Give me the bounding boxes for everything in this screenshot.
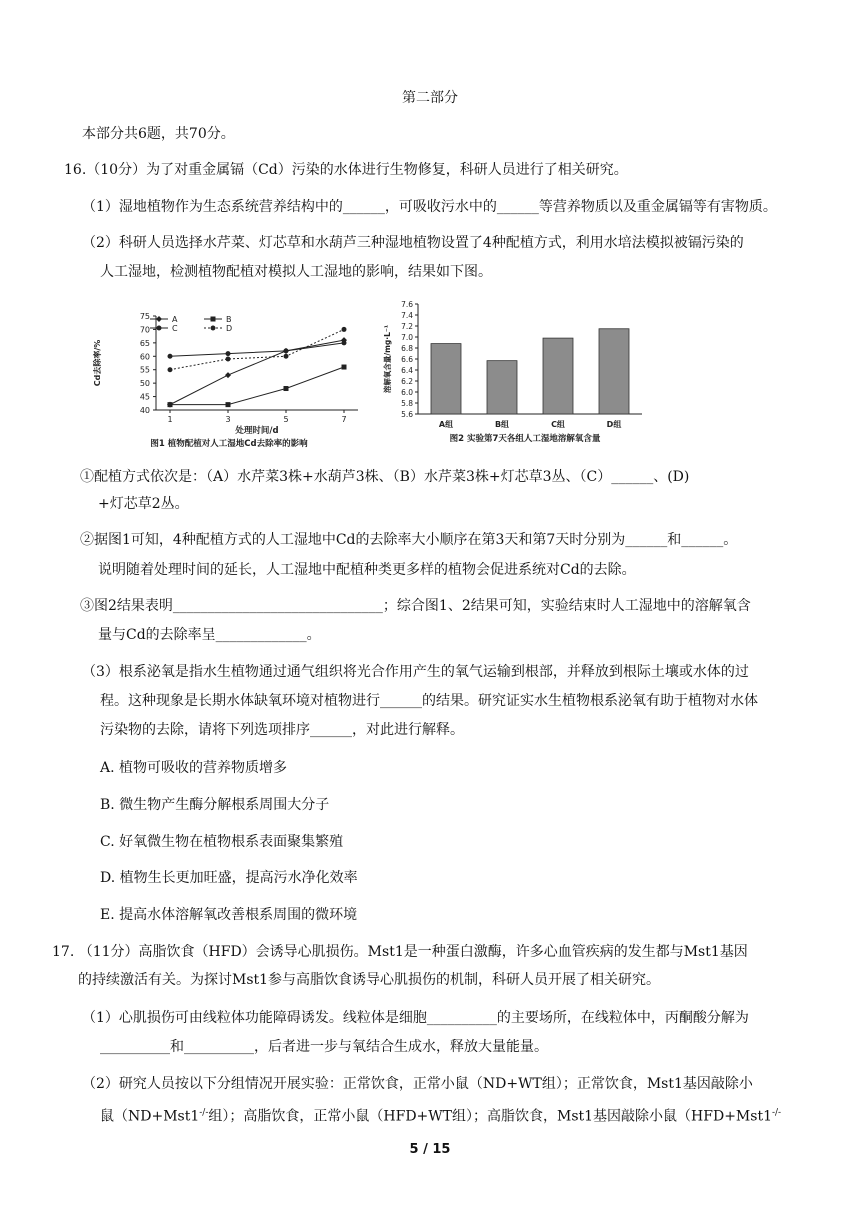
y-tick-label: 7.4: [401, 311, 413, 320]
x-axis-label: 处理时间/d: [235, 426, 279, 436]
data-point-d: [284, 354, 289, 359]
y-tick-label: 7.2: [401, 322, 413, 331]
y-tick-label: 6.4: [401, 366, 413, 375]
x-tick-label: 1: [167, 415, 173, 424]
x-tick-label: A组: [438, 420, 454, 429]
data-point-b: [226, 402, 231, 407]
figure2-bar-chart: [380, 298, 650, 450]
bar-4: [599, 329, 629, 414]
data-point-c: [226, 351, 231, 356]
legend-marker: [156, 316, 162, 322]
q17-text-segment: 鼠（ND+Mst1: [100, 1108, 200, 1125]
q16-sub2-line1: ②据图1可知，4种配植方式的人工湿地中Cd的去除率大小顺序在第3天和第7天时分别为______和______。: [80, 532, 738, 548]
y-tick-label: 5.8: [401, 399, 413, 408]
data-point-d: [226, 356, 231, 361]
q16-stem: 16.（10分）为了对重金属镉（Cd）污染的水体进行生物修复，科研人员进行了相关研究。: [64, 162, 628, 178]
y-tick-label: 65: [139, 338, 150, 348]
legend-marker: [211, 326, 216, 331]
q17-part1-line2: __________和__________，后者进一步与氧结合生成水，释放大量能量。: [100, 1039, 548, 1055]
q17-stem-line1: 17. （11分）高脂饮食（HFD）会诱导心肌损伤。Mst1是一种蛋白激酶，许多心血管疾病的发生都与Mst1基因: [52, 944, 748, 960]
q16-sub1-line1: ①配植方式依次是：（A）水芹菜3株+水葫芦3株、（B）水芹菜3株+灯芯草3丛、（C）______、(D): [80, 469, 690, 485]
y-tick-label: 6.6: [401, 355, 413, 364]
legend-marker: [211, 317, 216, 322]
y-tick-label: 45: [139, 392, 150, 402]
data-point-b: [168, 402, 173, 407]
data-point-a: [225, 372, 231, 378]
q17-part2-line2: [100, 1103, 781, 1127]
option-c: C. 好氧微生物在植物根系表面聚集繁殖: [100, 834, 344, 850]
option-e: E. 提高水体溶解氧改善根系周围的微环境: [100, 907, 358, 923]
series-line-b: [170, 367, 344, 405]
q16-sub1-line2: +灯芯草2丛。: [98, 496, 189, 512]
chart-title: 图2 实验第7天各组人工湿地溶解氧含量: [449, 434, 601, 444]
q16-sub3-line2: 量与Cd的去除率呈_____________。: [98, 627, 321, 643]
x-tick-label: C组: [551, 420, 565, 429]
q16-sub3-line1: ③图2结果表明______________________________；综合图1、2结果可知，实验结束时人工湿地中的溶解氧含: [80, 598, 751, 614]
data-point-d: [168, 367, 173, 372]
q16-part3-line3: 污染物的去除，请将下列选项排序______，对此进行解释。: [100, 722, 464, 738]
x-tick-label: D组: [606, 420, 622, 429]
q16-sub2-line2: 说明随着处理时间的延长，人工湿地中配植种类更多样的植物会促进系统对Cd的去除。: [98, 562, 636, 578]
legend-label: D: [226, 324, 233, 333]
section-intro: 本部分共6题，共70分。: [82, 126, 235, 142]
data-point-c: [342, 340, 347, 345]
series-line-a: [170, 340, 344, 404]
x-tick-label: B组: [494, 420, 510, 429]
series-line-d: [170, 329, 344, 369]
x-tick-label: 3: [225, 415, 231, 424]
q17-part2-line1: （2）研究人员按以下分组情况开展实验：正常饮食，正常小鼠（ND+WT组）；正常饮食，Mst1基因敲除小: [82, 1076, 753, 1092]
q17-part1-line1: （1）心肌损伤可由线粒体功能障碍诱发。线粒体是细胞__________的主要场所，在线粒体中，丙酮酸分解为: [82, 1010, 749, 1026]
bar-1: [431, 344, 461, 414]
legend-label: B: [226, 315, 232, 324]
q17-stem-line2: 的持续激活有关。为探讨Mst1参与高脂饮食诱导心肌损伤的机制，科研人员开展了相关研究。: [78, 972, 661, 988]
x-tick-label: 5: [283, 415, 289, 424]
q16-part1: （1）湿地植物作为生态系统营养结构中的______，可吸收污水中的______等营养物质以及重金属镉等有害物质。: [82, 199, 777, 215]
y-tick-label: 7.6: [401, 300, 413, 309]
legend-label: A: [172, 315, 178, 324]
y-axis-label: Cd去除率/%: [93, 339, 102, 387]
y-tick-label: 7.0: [401, 333, 413, 342]
data-point-d: [342, 327, 347, 332]
data-point-b: [342, 365, 347, 370]
y-tick-label: 5.6: [401, 410, 413, 419]
y-tick-label: 6.0: [401, 388, 413, 397]
q17-text-segment: 组）；高脂饮食，正常小鼠（HFD+WT组）；高脂饮食，Mst1基因敲除小鼠（HFD+Mst1: [208, 1108, 772, 1125]
page-number: 5 / 15: [409, 1142, 451, 1157]
y-tick-label: 60: [139, 352, 150, 362]
y-tick-label: 75: [139, 312, 150, 321]
x-tick-label: 7: [341, 415, 347, 424]
chart-title: 图1 植物配植对人工湿地Cd去除率的影响: [150, 439, 308, 449]
legend-marker: [157, 326, 162, 331]
option-d: D. 植物生长更加旺盛，提高污水净化效率: [100, 870, 358, 886]
y-tick-label: 55: [139, 365, 150, 375]
option-a: A. 植物可吸收的营养物质增多: [100, 760, 288, 776]
superscript: -/-: [199, 1108, 209, 1118]
superscript: -/-: [771, 1108, 782, 1118]
y-axis-label: 溶解氧含量/mg·L⁻¹: [383, 324, 392, 394]
y-tick-label: 6.8: [401, 344, 413, 353]
bar-3: [543, 338, 573, 414]
section-title: 第二部分: [402, 90, 458, 106]
y-tick-label: 40: [139, 406, 150, 415]
bar-2: [487, 361, 517, 414]
y-tick-label: 70: [139, 325, 150, 335]
y-tick-label: 6.2: [401, 377, 413, 386]
legend-label: C: [172, 324, 178, 333]
q16-part3-line2: 程。这种现象是长期水体缺氧环境对植物进行______的结果。研究证实水生植物根系泌氧有助于植物对水体: [100, 693, 758, 709]
option-b: B. 微生物产生酶分解根系周围大分子: [100, 797, 330, 813]
q16-part3-line1: （3）根系泌氧是指水生植物通过通气组织将光合作用产生的氧气运输到根部，并释放到根际土壤或水体的过: [82, 664, 749, 680]
q16-part2-line1: （2）科研人员选择水芹菜、灯芯草和水葫芦三种湿地植物设置了4种配植方式，利用水培法模拟被镉污染的: [82, 235, 744, 251]
y-tick-label: 50: [139, 379, 150, 389]
data-point-c: [284, 348, 289, 353]
figure1-line-chart: [84, 300, 374, 450]
data-point-b: [284, 386, 289, 391]
data-point-c: [168, 354, 173, 359]
q16-part2-line2: 人工湿地，检测植物配植对模拟人工湿地的影响，结果如下图。: [100, 264, 492, 280]
